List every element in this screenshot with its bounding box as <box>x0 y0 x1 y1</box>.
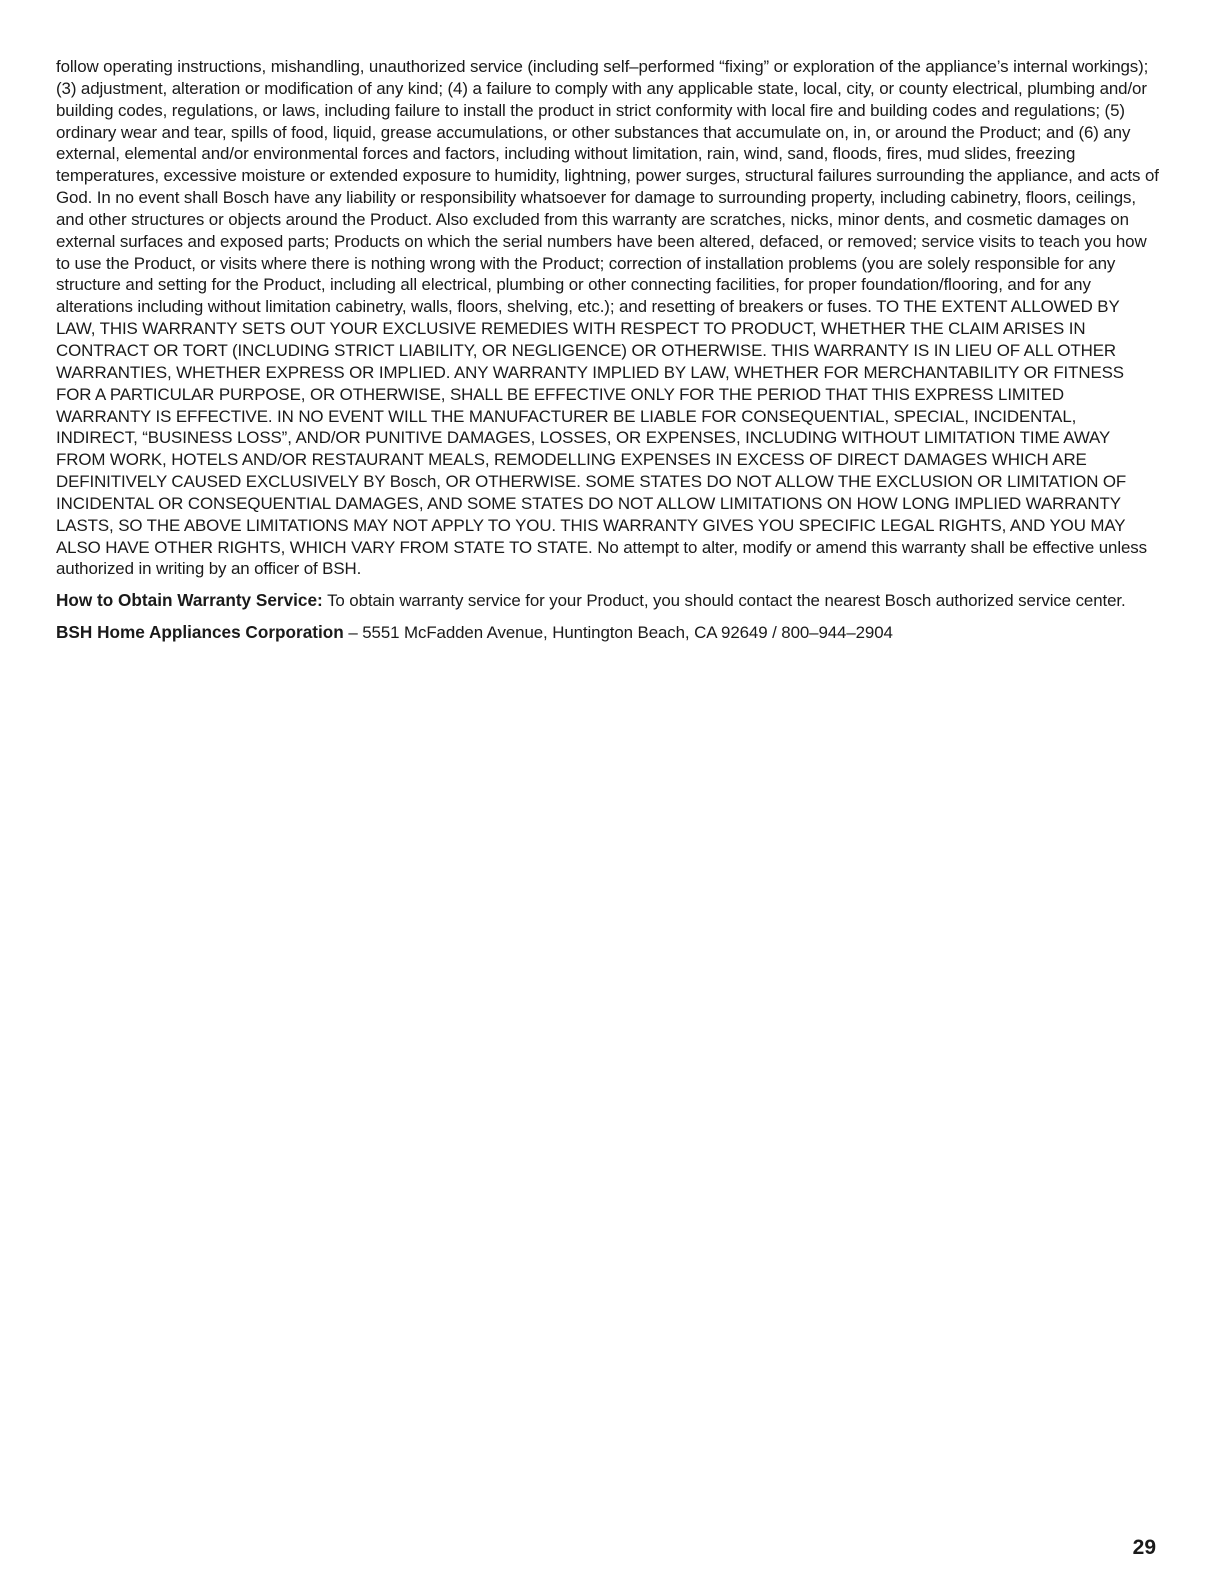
warranty-service-text: To obtain warranty service for your Product, you should contact the nearest Bosch authorized service center. <box>327 591 1126 611</box>
warranty-exclusions-paragraph: follow operating instructions, mishandling, unauthorized service (including self–performed “fixing” or exploration of the appliance’s internal workings); (3) adjustment, alteration or modification of any kind; (4) a failure to comply with any applicable state, local, city, or county electrical, plumbing and/or building codes, regulations, or laws, including failure to install the product in strict conformity with local fire and building codes and regulations; (5) ordinary wear and tear, spills of food, liquid, grease accumulations, or other substances that accumulate on, in, or around the Product; and (6) any external, elemental and/or environmental forces and factors, including without limitation, rain, wind, sand, floods, fires, mud slides, freezing temperatures, excessive moisture or extended exposure to humidity, lightning, power surges, structural failures surrounding the appliance, and acts of God. In no event shall Bosch have any liability or responsibility whatsoever for damage to surrounding property, including cabinetry, floors, ceilings, and other structures or objects around the Product. Also excluded from this warranty are scratches, nicks, minor dents, and cosmetic damages on external surfaces and exposed parts; Products on which the serial numbers have been altered, defaced, or removed; service visits to teach you how to use the Product, or visits where there is nothing wrong with the Product; correction of installation problems (you are solely responsible for any structure and setting for the Product, including all electrical, plumbing or other connecting facilities, for proper foundation/flooring, and for any alterations including without limitation cabinetry, walls, floors, shelving, etc.); and resetting of breakers or fuses. TO THE EXTENT ALLOWED BY LAW, THIS WARRANTY SETS OUT YOUR EXCLUSIVE REMEDIES WITH RESPECT TO PRODUCT, WHETHER THE CLAIM ARISES IN CONTRACT OR TORT (INCLUDING STRICT LIABILITY, OR NEGLIGENCE) OR OTHERWISE. THIS WARRANTY IS IN LIEU OF ALL OTHER WARRANTIES, WHETHER EXPRESS OR IMPLIED. ANY WARRANTY IMPLIED BY LAW, WHETHER FOR MERCHANTABILITY OR FITNESS FOR A PARTICULAR PURPOSE, OR OTHERWISE, SHALL BE EFFECTIVE ONLY FOR THE PERIOD THAT THIS EXPRESS LIMITED WARRANTY IS EFFECTIVE. IN NO EVENT WILL THE MANUFACTURER BE LIABLE FOR CONSEQUENTIAL, SPECIAL, INCIDENTAL, INDIRECT, “BUSINESS LOSS”, AND/OR PUNITIVE DAMAGES, LOSSES, OR EXPENSES, INCLUDING WITHOUT LIMITATION TIME AWAY FROM WORK, HOTELS AND/OR RESTAURANT MEALS, REMODELLING EXPENSES IN EXCESS OF DIRECT DAMAGES WHICH ARE DEFINITIVELY CAUSED EXCLUSIVELY BY Bosch, OR OTHERWISE. SOME STATES DO NOT ALLOW THE EXCLUSION OR LIMITATION OF INCIDENTAL OR CONSEQUENTIAL DAMAGES, AND SOME STATES DO NOT ALLOW LIMITATIONS ON HOW LONG IMPLIED WARRANTY LASTS, SO THE ABOVE LIMITATIONS MAY NOT APPLY TO YOU. THIS WARRANTY GIVES YOU SPECIFIC LEGAL RIGHTS, AND YOU MAY ALSO HAVE OTHER RIGHTS, WHICH VARY FROM STATE TO STATE. No attempt to alter, modify or amend this warranty shall be effective unless authorized in writing by an officer of BSH. <box>56 57 1159 579</box>
warranty-service-heading: How to Obtain Warranty Service: <box>56 590 323 611</box>
company-name: BSH Home Appliances Corporation <box>56 622 344 643</box>
company-contact-paragraph <box>56 622 1162 644</box>
warranty-service-paragraph <box>56 590 1162 612</box>
document-page <box>56 56 1162 654</box>
page-number: 29 <box>1132 1536 1156 1559</box>
company-address: – 5551 McFadden Avenue, Huntington Beach, CA 92649 / 800–944–2904 <box>348 623 893 643</box>
